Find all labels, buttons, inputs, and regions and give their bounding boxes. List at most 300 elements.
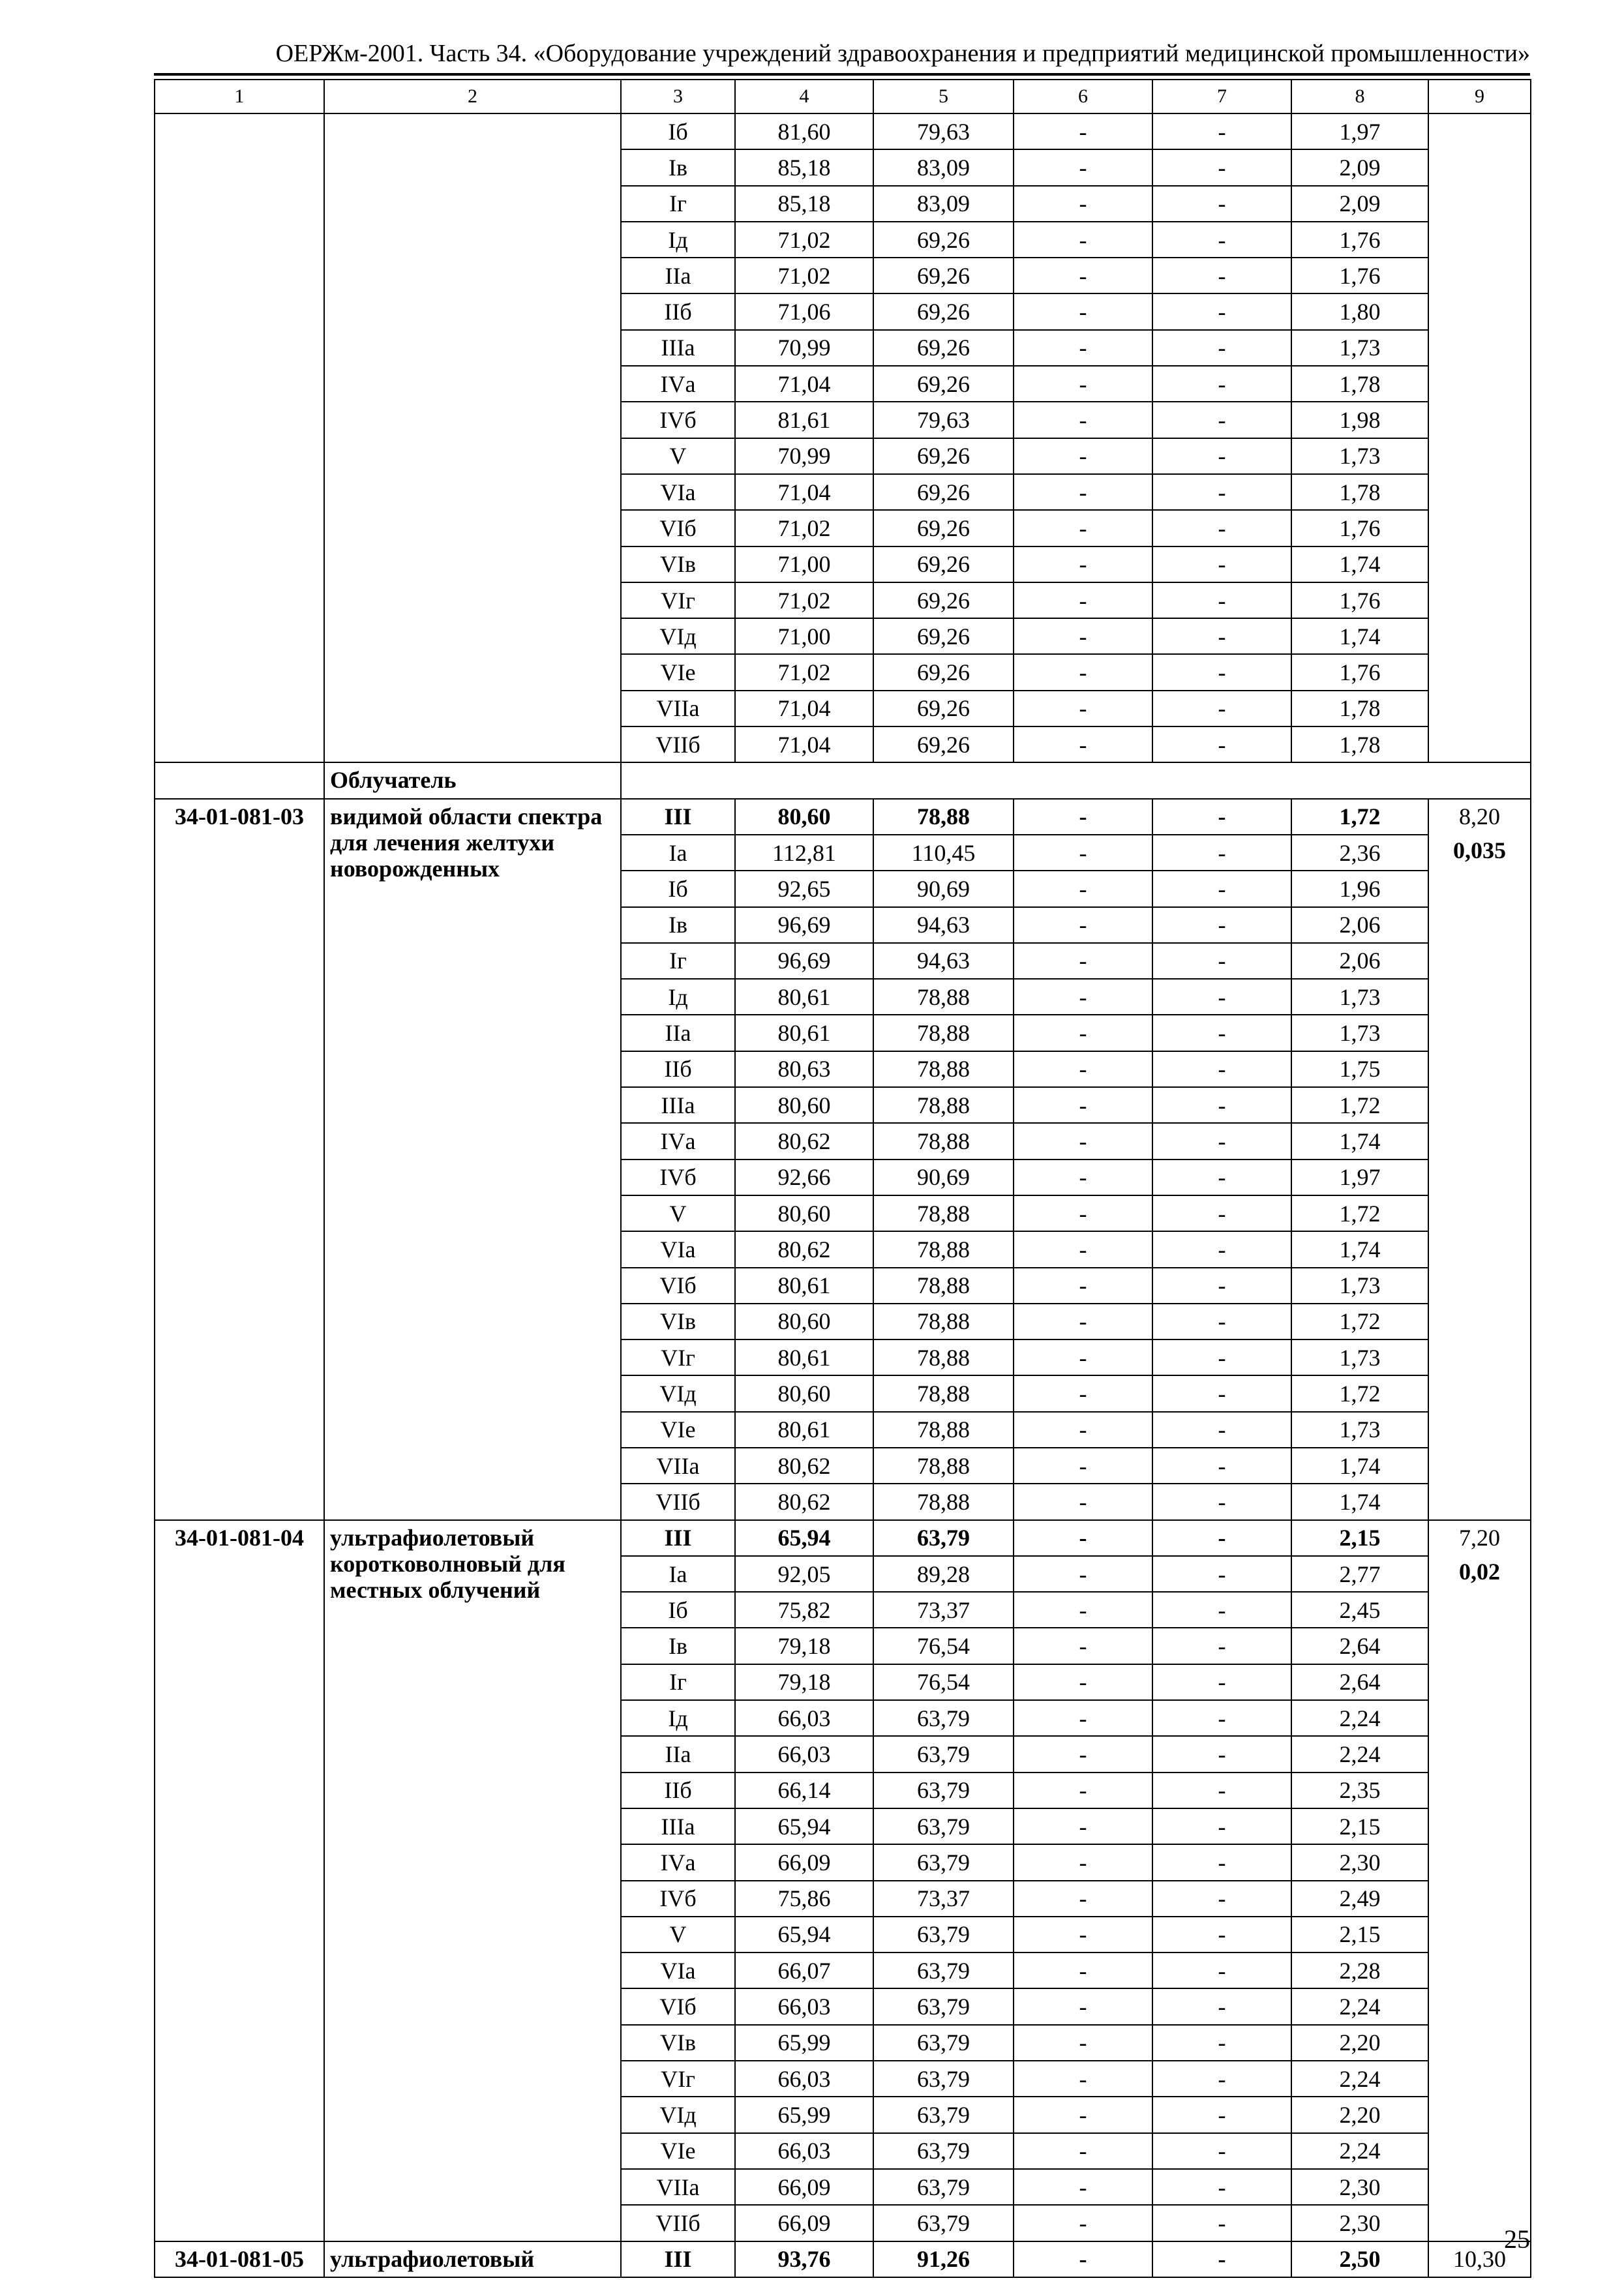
materials-cell: 2,15 bbox=[1291, 1808, 1428, 1844]
wage-cell: 110,45 bbox=[873, 835, 1014, 871]
wage-cell: 63,79 bbox=[873, 2169, 1014, 2205]
total-cost-cell: 65,94 bbox=[735, 1917, 873, 1952]
wage-cell: 69,26 bbox=[873, 293, 1014, 329]
machine-cell: - bbox=[1014, 618, 1152, 654]
zone-cell: VIб bbox=[621, 1268, 735, 1304]
materials-cell: 1,73 bbox=[1291, 1339, 1428, 1375]
materials-cell: 2,06 bbox=[1291, 943, 1428, 979]
name-cell bbox=[324, 113, 621, 762]
driver-wage-cell: - bbox=[1152, 1015, 1291, 1051]
driver-wage-cell: - bbox=[1152, 1231, 1291, 1267]
code-cell bbox=[155, 799, 324, 1520]
materials-cell: 1,78 bbox=[1291, 366, 1428, 402]
total-cost-cell: 80,60 bbox=[735, 1195, 873, 1231]
materials-cell: 1,73 bbox=[1291, 1015, 1428, 1051]
wage-cell: 73,37 bbox=[873, 1881, 1014, 1917]
column-number-cell: 4 bbox=[735, 80, 873, 113]
zone-cell: III bbox=[621, 2241, 735, 2277]
zone-cell: Iд bbox=[621, 222, 735, 258]
wage-cell: 63,79 bbox=[873, 1773, 1014, 1808]
zone-cell: III bbox=[621, 799, 735, 835]
wage-cell: 79,63 bbox=[873, 113, 1014, 149]
column-number-cell: 8 bbox=[1291, 80, 1428, 113]
machine-cell: - bbox=[1014, 1087, 1152, 1123]
wage-cell: 63,79 bbox=[873, 2025, 1014, 2061]
driver-wage-cell: - bbox=[1152, 1484, 1291, 1519]
total-cost-cell: 66,14 bbox=[735, 1773, 873, 1808]
wage-cell: 63,79 bbox=[873, 1520, 1014, 1556]
machine-cell: - bbox=[1014, 1881, 1152, 1917]
column-number-cell: 3 bbox=[621, 80, 735, 113]
materials-cell: 2,15 bbox=[1291, 1917, 1428, 1952]
zone-cell: VIа bbox=[621, 474, 735, 510]
machine-cell: - bbox=[1014, 1304, 1152, 1339]
machine-cell: - bbox=[1014, 979, 1152, 1015]
machine-cell: - bbox=[1014, 546, 1152, 582]
total-cost-cell: 75,82 bbox=[735, 1592, 873, 1628]
driver-wage-cell: - bbox=[1152, 113, 1291, 149]
zone-cell: Iд bbox=[621, 979, 735, 1015]
total-cost-cell: 80,62 bbox=[735, 1123, 873, 1159]
total-cost-cell: 71,00 bbox=[735, 546, 873, 582]
machine-cell: - bbox=[1014, 1195, 1152, 1231]
rates-table bbox=[154, 79, 1531, 2278]
wage-cell: 78,88 bbox=[873, 1087, 1014, 1123]
wage-cell: 69,26 bbox=[873, 510, 1014, 546]
zone-cell: VIг bbox=[621, 2061, 735, 2097]
total-cost-cell: 71,00 bbox=[735, 618, 873, 654]
zone-cell: Iв bbox=[621, 149, 735, 185]
driver-wage-cell: - bbox=[1152, 979, 1291, 1015]
materials-cell: 1,73 bbox=[1291, 438, 1428, 474]
materials-cell: 1,73 bbox=[1291, 979, 1428, 1015]
unit-value: 0,035 bbox=[1453, 837, 1506, 863]
zone-cell: VIд bbox=[621, 2097, 735, 2132]
total-cost-cell: 80,60 bbox=[735, 799, 873, 835]
machine-cell: - bbox=[1014, 1700, 1152, 1736]
wage-cell: 78,88 bbox=[873, 799, 1014, 835]
materials-cell: 2,77 bbox=[1291, 1556, 1428, 1592]
materials-cell: 1,76 bbox=[1291, 222, 1428, 258]
machine-cell: - bbox=[1014, 799, 1152, 835]
empty-cell bbox=[155, 762, 324, 798]
materials-cell: 1,74 bbox=[1291, 1448, 1428, 1484]
materials-cell: 1,73 bbox=[1291, 330, 1428, 366]
driver-wage-cell: - bbox=[1152, 691, 1291, 726]
materials-cell: 1,73 bbox=[1291, 1412, 1428, 1448]
total-cost-cell: 80,60 bbox=[735, 1087, 873, 1123]
name-line: ультрафиолетовый bbox=[330, 1524, 535, 1551]
total-cost-cell: 80,62 bbox=[735, 1448, 873, 1484]
zone-cell: VIб bbox=[621, 510, 735, 546]
zone-cell: Iд bbox=[621, 1700, 735, 1736]
zone-cell: IVа bbox=[621, 1844, 735, 1880]
wage-cell: 69,26 bbox=[873, 654, 1014, 690]
machine-cell: - bbox=[1014, 113, 1152, 149]
machine-cell: - bbox=[1014, 1592, 1152, 1628]
name-text bbox=[330, 2242, 620, 2272]
driver-wage-cell: - bbox=[1152, 1051, 1291, 1087]
page-number: 25 bbox=[1504, 2224, 1530, 2254]
wage-cell: 63,79 bbox=[873, 1736, 1014, 1772]
driver-wage-cell: - bbox=[1152, 2097, 1291, 2132]
wage-cell: 78,88 bbox=[873, 1268, 1014, 1304]
materials-cell: 2,24 bbox=[1291, 1988, 1428, 2024]
driver-wage-cell: - bbox=[1152, 1988, 1291, 2024]
name-text bbox=[330, 800, 620, 882]
materials-cell: 2,09 bbox=[1291, 186, 1428, 222]
machine-cell: - bbox=[1014, 726, 1152, 762]
zone-cell: VIд bbox=[621, 1375, 735, 1411]
machine-cell: - bbox=[1014, 1015, 1152, 1051]
wage-cell: 90,69 bbox=[873, 1159, 1014, 1195]
total-cost-cell: 66,03 bbox=[735, 2133, 873, 2169]
total-cost-cell: 81,61 bbox=[735, 402, 873, 438]
materials-cell: 2,30 bbox=[1291, 2205, 1428, 2241]
zone-cell: V bbox=[621, 1195, 735, 1231]
wage-cell: 78,88 bbox=[873, 1231, 1014, 1267]
total-cost-cell: 96,69 bbox=[735, 943, 873, 979]
total-cost-cell: 80,60 bbox=[735, 1375, 873, 1411]
wage-cell: 63,79 bbox=[873, 1988, 1014, 2024]
total-cost-cell: 65,94 bbox=[735, 1520, 873, 1556]
driver-wage-cell: - bbox=[1152, 1952, 1291, 1988]
driver-wage-cell: - bbox=[1152, 474, 1291, 510]
materials-cell: 1,76 bbox=[1291, 582, 1428, 618]
wage-cell: 89,28 bbox=[873, 1556, 1014, 1592]
zone-cell: IIб bbox=[621, 1051, 735, 1087]
driver-wage-cell: - bbox=[1152, 1664, 1291, 1700]
wage-cell: 78,88 bbox=[873, 979, 1014, 1015]
wage-cell: 63,79 bbox=[873, 1700, 1014, 1736]
materials-cell: 1,78 bbox=[1291, 726, 1428, 762]
zone-cell: VIе bbox=[621, 1412, 735, 1448]
driver-wage-cell: - bbox=[1152, 726, 1291, 762]
total-cost-cell: 81,60 bbox=[735, 113, 873, 149]
zone-cell: V bbox=[621, 438, 735, 474]
machine-cell: - bbox=[1014, 1412, 1152, 1448]
zone-cell: VIа bbox=[621, 1231, 735, 1267]
total-cost-cell: 66,09 bbox=[735, 1844, 873, 1880]
driver-wage-cell: - bbox=[1152, 1736, 1291, 1772]
machine-cell: - bbox=[1014, 222, 1152, 258]
total-cost-cell: 65,99 bbox=[735, 2097, 873, 2132]
machine-cell: - bbox=[1014, 186, 1152, 222]
machine-cell: - bbox=[1014, 1268, 1152, 1304]
wage-cell: 63,79 bbox=[873, 1808, 1014, 1844]
machine-cell: - bbox=[1014, 1736, 1152, 1772]
zone-cell: VIа bbox=[621, 1952, 735, 1988]
wage-cell: 63,79 bbox=[873, 1917, 1014, 1952]
empty-cell bbox=[621, 762, 1531, 798]
driver-wage-cell: - bbox=[1152, 1628, 1291, 1664]
wage-cell: 69,26 bbox=[873, 726, 1014, 762]
total-cost-cell: 66,07 bbox=[735, 1952, 873, 1988]
table-row bbox=[155, 2241, 1531, 2277]
zone-cell: IIIа bbox=[621, 1087, 735, 1123]
driver-wage-cell: - bbox=[1152, 654, 1291, 690]
driver-wage-cell: - bbox=[1152, 2061, 1291, 2097]
zone-cell: Iа bbox=[621, 1556, 735, 1592]
name-text bbox=[330, 1521, 620, 1603]
machine-cell: - bbox=[1014, 1556, 1152, 1592]
machine-cell: - bbox=[1014, 1773, 1152, 1808]
machine-cell: - bbox=[1014, 1808, 1152, 1844]
wage-cell: 69,26 bbox=[873, 438, 1014, 474]
table-row bbox=[155, 799, 1531, 835]
machine-cell: - bbox=[1014, 2097, 1152, 2132]
materials-cell: 2,30 bbox=[1291, 1844, 1428, 1880]
materials-cell: 2,28 bbox=[1291, 1952, 1428, 1988]
materials-cell: 1,74 bbox=[1291, 1123, 1428, 1159]
machine-cell: - bbox=[1014, 1952, 1152, 1988]
total-cost-cell: 71,04 bbox=[735, 726, 873, 762]
materials-cell: 1,72 bbox=[1291, 1195, 1428, 1231]
wage-cell: 63,79 bbox=[873, 2133, 1014, 2169]
materials-cell: 2,09 bbox=[1291, 149, 1428, 185]
driver-wage-cell: - bbox=[1152, 835, 1291, 871]
machine-cell: - bbox=[1014, 438, 1152, 474]
zone-cell: IIа bbox=[621, 1015, 735, 1051]
total-cost-cell: 80,63 bbox=[735, 1051, 873, 1087]
zone-cell: Iг bbox=[621, 943, 735, 979]
total-cost-cell: 66,03 bbox=[735, 1700, 873, 1736]
materials-cell: 2,64 bbox=[1291, 1628, 1428, 1664]
zone-cell: Iб bbox=[621, 113, 735, 149]
zone-cell: VIIа bbox=[621, 2169, 735, 2205]
driver-wage-cell: - bbox=[1152, 222, 1291, 258]
machine-cell: - bbox=[1014, 1988, 1152, 2024]
zone-cell: VIб bbox=[621, 1988, 735, 2024]
machine-cell: - bbox=[1014, 258, 1152, 293]
wage-cell: 78,88 bbox=[873, 1448, 1014, 1484]
wage-cell: 63,79 bbox=[873, 2061, 1014, 2097]
machine-cell: - bbox=[1014, 1448, 1152, 1484]
name-text bbox=[330, 114, 620, 118]
machine-cell: - bbox=[1014, 907, 1152, 943]
driver-wage-cell: - bbox=[1152, 1159, 1291, 1195]
machine-cell: - bbox=[1014, 1375, 1152, 1411]
driver-wage-cell: - bbox=[1152, 1520, 1291, 1556]
total-cost-cell: 65,99 bbox=[735, 2025, 873, 2061]
materials-cell: 1,97 bbox=[1291, 113, 1428, 149]
materials-cell: 1,74 bbox=[1291, 546, 1428, 582]
materials-cell: 2,24 bbox=[1291, 1736, 1428, 1772]
zone-cell: VIд bbox=[621, 618, 735, 654]
driver-wage-cell: - bbox=[1152, 1917, 1291, 1952]
machine-cell: - bbox=[1014, 1484, 1152, 1519]
total-cost-cell: 71,04 bbox=[735, 366, 873, 402]
wage-cell: 69,26 bbox=[873, 691, 1014, 726]
wage-cell: 78,88 bbox=[873, 1339, 1014, 1375]
driver-wage-cell: - bbox=[1152, 799, 1291, 835]
machine-cell: - bbox=[1014, 149, 1152, 185]
driver-wage-cell: - bbox=[1152, 293, 1291, 329]
wage-cell: 69,26 bbox=[873, 582, 1014, 618]
zone-cell: IIб bbox=[621, 1773, 735, 1808]
total-cost-cell: 80,61 bbox=[735, 1412, 873, 1448]
total-cost-cell: 70,99 bbox=[735, 330, 873, 366]
machine-cell: - bbox=[1014, 1051, 1152, 1087]
code-cell bbox=[155, 1520, 324, 2241]
wage-cell: 78,88 bbox=[873, 1051, 1014, 1087]
machine-cell: - bbox=[1014, 1231, 1152, 1267]
driver-wage-cell: - bbox=[1152, 2025, 1291, 2061]
wage-cell: 78,88 bbox=[873, 1123, 1014, 1159]
zone-cell: VIе bbox=[621, 2133, 735, 2169]
total-cost-cell: 75,86 bbox=[735, 1881, 873, 1917]
total-cost-cell: 80,62 bbox=[735, 1484, 873, 1519]
total-cost-cell: 71,02 bbox=[735, 654, 873, 690]
materials-cell: 1,80 bbox=[1291, 293, 1428, 329]
code-text: 34-01-081-04 bbox=[175, 1524, 304, 1551]
wage-cell: 78,88 bbox=[873, 1304, 1014, 1339]
wage-cell: 63,79 bbox=[873, 1952, 1014, 1988]
machine-cell: - bbox=[1014, 654, 1152, 690]
zone-cell: III bbox=[621, 1520, 735, 1556]
materials-cell: 1,72 bbox=[1291, 799, 1428, 835]
zone-cell: Iб bbox=[621, 871, 735, 906]
total-cost-cell: 80,61 bbox=[735, 1339, 873, 1375]
wage-cell: 78,88 bbox=[873, 1195, 1014, 1231]
name-line: для лечения желтухи bbox=[330, 829, 555, 856]
driver-wage-cell: - bbox=[1152, 438, 1291, 474]
materials-cell: 2,45 bbox=[1291, 1592, 1428, 1628]
unit-value: 8,20 bbox=[1459, 803, 1500, 830]
materials-cell: 2,20 bbox=[1291, 2025, 1428, 2061]
zone-cell: VIIа bbox=[621, 1448, 735, 1484]
total-cost-cell: 92,66 bbox=[735, 1159, 873, 1195]
materials-cell: 1,74 bbox=[1291, 1484, 1428, 1519]
driver-wage-cell: - bbox=[1152, 1304, 1291, 1339]
machine-cell: - bbox=[1014, 2169, 1152, 2205]
materials-cell: 2,49 bbox=[1291, 1881, 1428, 1917]
materials-cell: 2,24 bbox=[1291, 1700, 1428, 1736]
materials-cell: 1,98 bbox=[1291, 402, 1428, 438]
materials-cell: 1,74 bbox=[1291, 1231, 1428, 1267]
driver-wage-cell: - bbox=[1152, 510, 1291, 546]
zone-cell: IVб bbox=[621, 402, 735, 438]
materials-cell: 2,24 bbox=[1291, 2133, 1428, 2169]
materials-cell: 1,74 bbox=[1291, 618, 1428, 654]
driver-wage-cell: - bbox=[1152, 582, 1291, 618]
zone-cell: VIIб bbox=[621, 1484, 735, 1519]
total-cost-cell: 93,76 bbox=[735, 2241, 873, 2277]
wage-cell: 91,26 bbox=[873, 2241, 1014, 2277]
wage-cell: 83,09 bbox=[873, 186, 1014, 222]
driver-wage-cell: - bbox=[1152, 402, 1291, 438]
code-text: 34-01-081-05 bbox=[175, 2245, 304, 2272]
name-line: ультрафиолетовый bbox=[330, 2245, 535, 2272]
total-cost-cell: 71,02 bbox=[735, 258, 873, 293]
wage-cell: 69,26 bbox=[873, 330, 1014, 366]
code-cell bbox=[155, 2241, 324, 2277]
machine-cell: - bbox=[1014, 691, 1152, 726]
zone-cell: IIIа bbox=[621, 1808, 735, 1844]
driver-wage-cell: - bbox=[1152, 546, 1291, 582]
machine-cell: - bbox=[1014, 1339, 1152, 1375]
driver-wage-cell: - bbox=[1152, 1844, 1291, 1880]
total-cost-cell: 92,05 bbox=[735, 1556, 873, 1592]
wage-cell: 79,63 bbox=[873, 402, 1014, 438]
header-rule bbox=[154, 73, 1530, 76]
machine-cell: - bbox=[1014, 402, 1152, 438]
total-cost-cell: 79,18 bbox=[735, 1664, 873, 1700]
zone-cell: VIг bbox=[621, 1339, 735, 1375]
name-cell bbox=[324, 1520, 621, 2241]
total-cost-cell: 80,60 bbox=[735, 1304, 873, 1339]
driver-wage-cell: - bbox=[1152, 1339, 1291, 1375]
materials-cell: 2,30 bbox=[1291, 2169, 1428, 2205]
section-row bbox=[155, 762, 1531, 798]
machine-cell: - bbox=[1014, 1844, 1152, 1880]
name-cell bbox=[324, 2241, 621, 2277]
zone-cell: Iа bbox=[621, 835, 735, 871]
wage-cell: 76,54 bbox=[873, 1664, 1014, 1700]
driver-wage-cell: - bbox=[1152, 186, 1291, 222]
wage-cell: 94,63 bbox=[873, 907, 1014, 943]
total-cost-cell: 96,69 bbox=[735, 907, 873, 943]
machine-cell: - bbox=[1014, 366, 1152, 402]
total-cost-cell: 71,04 bbox=[735, 474, 873, 510]
materials-cell: 1,72 bbox=[1291, 1304, 1428, 1339]
wage-cell: 63,79 bbox=[873, 2205, 1014, 2241]
zone-cell: IIIа bbox=[621, 330, 735, 366]
wage-cell: 63,79 bbox=[873, 2097, 1014, 2132]
unit-value: 7,20 bbox=[1459, 1524, 1500, 1551]
materials-cell: 2,06 bbox=[1291, 907, 1428, 943]
driver-wage-cell: - bbox=[1152, 1195, 1291, 1231]
zone-cell: IIа bbox=[621, 258, 735, 293]
zone-cell: IIб bbox=[621, 293, 735, 329]
zone-cell: Iг bbox=[621, 186, 735, 222]
zone-cell: VIе bbox=[621, 654, 735, 690]
driver-wage-cell: - bbox=[1152, 907, 1291, 943]
name-cell bbox=[324, 799, 621, 1520]
driver-wage-cell: - bbox=[1152, 1448, 1291, 1484]
total-cost-cell: 66,03 bbox=[735, 1988, 873, 2024]
wage-cell: 90,69 bbox=[873, 871, 1014, 906]
machine-cell: - bbox=[1014, 835, 1152, 871]
driver-wage-cell: - bbox=[1152, 2205, 1291, 2241]
materials-cell: 1,73 bbox=[1291, 1268, 1428, 1304]
wage-cell: 63,79 bbox=[873, 1844, 1014, 1880]
materials-cell: 1,76 bbox=[1291, 510, 1428, 546]
machine-cell: - bbox=[1014, 474, 1152, 510]
driver-wage-cell: - bbox=[1152, 149, 1291, 185]
machine-cell: - bbox=[1014, 2025, 1152, 2061]
name-line: новорожденных bbox=[330, 855, 500, 882]
zone-cell: IVа bbox=[621, 366, 735, 402]
driver-wage-cell: - bbox=[1152, 1773, 1291, 1808]
column-number-header bbox=[155, 80, 1531, 113]
table-body bbox=[155, 113, 1531, 2277]
materials-cell: 2,64 bbox=[1291, 1664, 1428, 1700]
wage-cell: 78,88 bbox=[873, 1484, 1014, 1519]
zone-cell: VIв bbox=[621, 1304, 735, 1339]
zone-cell: Iв bbox=[621, 1628, 735, 1664]
driver-wage-cell: - bbox=[1152, 1592, 1291, 1628]
machine-cell: - bbox=[1014, 943, 1152, 979]
column-number-cell: 1 bbox=[155, 80, 324, 113]
driver-wage-cell: - bbox=[1152, 366, 1291, 402]
wage-cell: 69,26 bbox=[873, 366, 1014, 402]
column-number-cell: 6 bbox=[1014, 80, 1152, 113]
total-cost-cell: 85,18 bbox=[735, 186, 873, 222]
column-number-cell: 9 bbox=[1428, 80, 1531, 113]
total-cost-cell: 70,99 bbox=[735, 438, 873, 474]
name-line: видимой области спектра bbox=[330, 803, 603, 830]
